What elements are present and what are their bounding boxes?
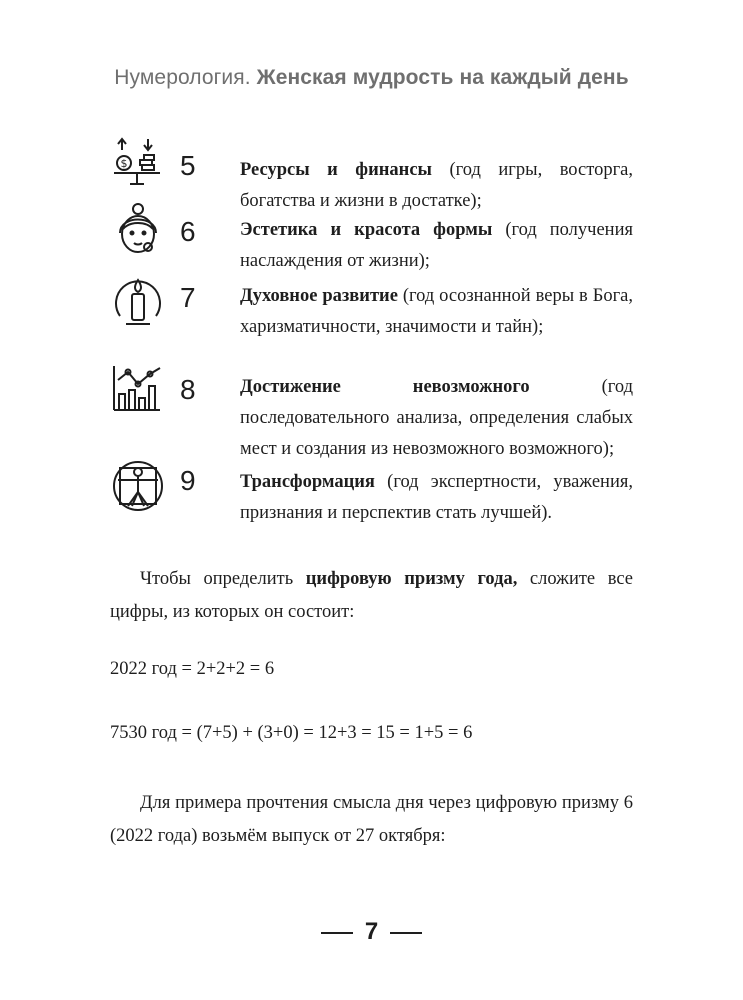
entry-title: Ресурсы и финансы <box>240 160 432 180</box>
svg-text:$: $ <box>120 157 128 170</box>
page-number <box>0 918 743 946</box>
formula-7530: 7530 год = (7+5) + (3+0) = 12+3 = 15 = 1+5 = 6 <box>110 723 473 743</box>
page-number-value: 7 <box>364 918 379 945</box>
entry-number: 7 <box>180 282 196 313</box>
page-number-dash-right <box>390 932 422 934</box>
entry-desc: (год осознанной веры в Бога, харизматичности, значимости и тайн); <box>240 286 633 337</box>
entry-text <box>240 281 633 343</box>
vitruvian-man-icon <box>110 458 166 514</box>
entry-desc: (год экспертности, уважения, признания и перспектив стать лучшей). <box>240 472 633 523</box>
p1-bold: цифровую призму года, <box>305 569 518 589</box>
entry-title: Трансформация <box>240 472 375 492</box>
money-scale-icon <box>110 136 166 192</box>
entry-text <box>240 467 633 529</box>
entry-desc: (год получения наслаждения от жизни); <box>240 220 633 271</box>
entry-number: 8 <box>180 374 196 405</box>
page-number-dash-left <box>321 932 353 934</box>
entry-desc: (год последовательного анализа, определения слабых мест и создания из невозможного возможного); <box>240 377 633 459</box>
entry-text <box>240 215 633 277</box>
paragraph-example: Для примера прочтения смысла дня через цифровую призму 6 (2022 года) возьмём выпуск от 27 октября: <box>110 793 633 846</box>
entry-title: Достижение невозможного <box>240 377 530 397</box>
entry-text <box>240 372 633 465</box>
candle-icon <box>110 272 166 328</box>
entry-number: 5 <box>180 150 196 181</box>
running-header <box>0 66 743 90</box>
paragraph-prism-intro <box>110 563 633 629</box>
woman-face-icon <box>110 201 166 257</box>
entry-number: 9 <box>180 465 196 496</box>
header-title-bold: Женская мудрость на каждый день <box>256 66 629 89</box>
p1-after: сложите все цифры, из которых он состоит: <box>110 569 633 622</box>
entry-number: 6 <box>180 216 196 247</box>
entry-text <box>240 155 633 217</box>
p1-before: Чтобы определить <box>140 569 306 589</box>
formula-2022: 2022 год = 2+2+2 = 6 <box>110 659 275 679</box>
entry-title: Духовное развитие <box>240 286 398 306</box>
entry-desc: (год игры, восторга, богатства и жизни в достатке); <box>240 160 633 211</box>
header-title-light: Нумерология. <box>114 66 251 89</box>
growth-chart-icon <box>110 362 166 418</box>
entry-title: Эстетика и красота формы <box>240 220 493 240</box>
